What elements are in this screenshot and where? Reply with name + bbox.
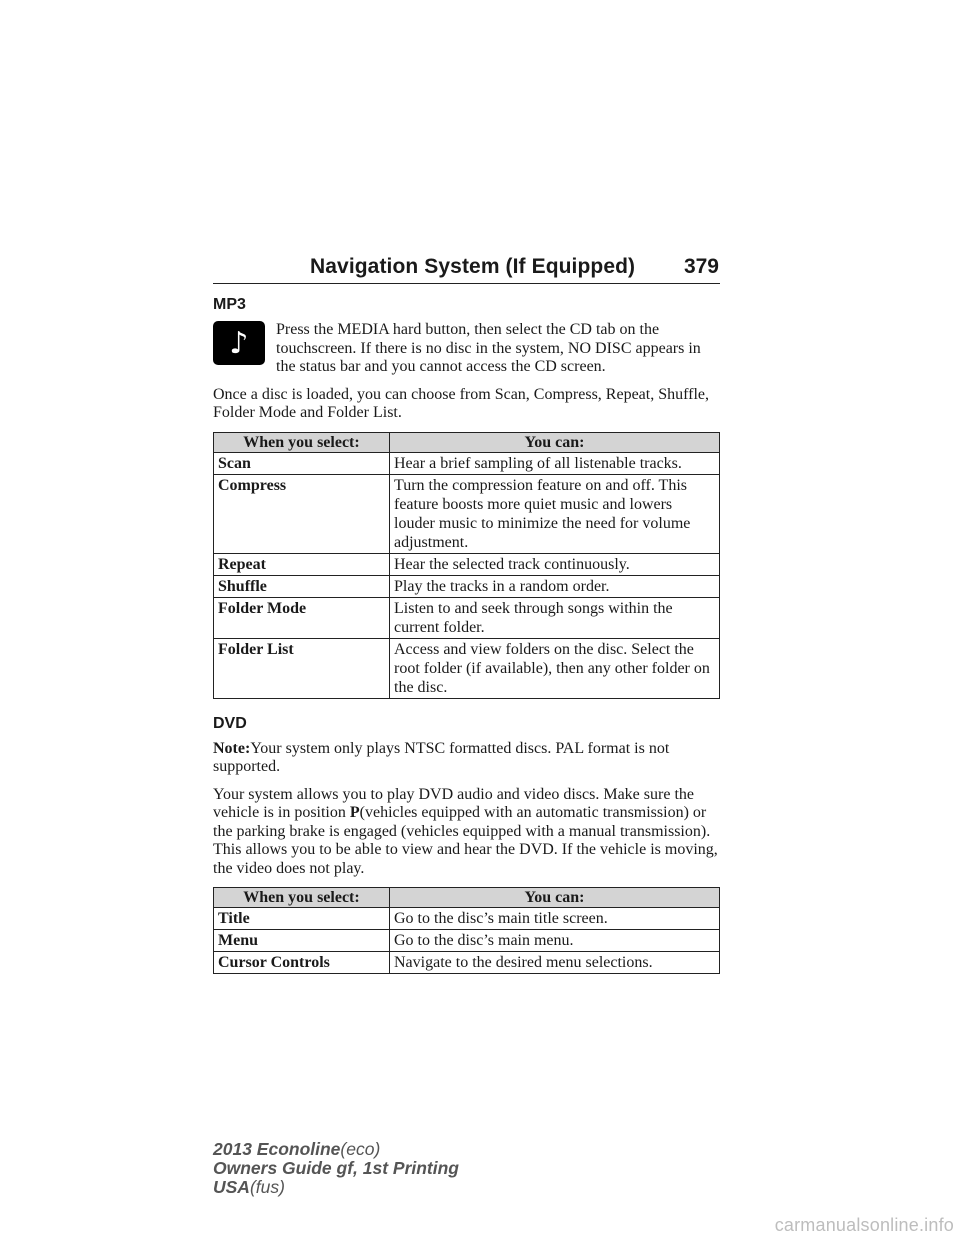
table-row: [214, 638, 720, 698]
mp3-intro-row: [213, 321, 720, 377]
option-name: Menu: [214, 930, 390, 952]
option-name: Shuffle: [214, 575, 390, 597]
option-description: Go to the disc’s main title screen.: [390, 908, 720, 930]
mp3-options-table: [213, 432, 720, 699]
option-name: Folder List: [214, 638, 390, 698]
column-header-select: When you select:: [214, 432, 390, 452]
option-description: Hear the selected track continuously.: [390, 553, 720, 575]
option-description: Listen to and seek through songs within the current folder.: [390, 597, 720, 638]
table-row: [214, 930, 720, 952]
dvd-paragraph: [213, 786, 720, 879]
option-description: Access and view folders on the disc. Select the root folder (if available), then any other folder on the disc.: [390, 638, 720, 698]
footer-model: 2013 Econoline: [213, 1139, 341, 1159]
option-description: Hear a brief sampling of all listenable tracks.: [390, 452, 720, 474]
option-description: Play the tracks in a random order.: [390, 575, 720, 597]
option-name: Scan: [214, 452, 390, 474]
dvd-paragraph-start: Your system allows you to play DVD audio and video discs. Make sure the vehicle is in position: [213, 785, 694, 821]
option-name: Cursor Controls: [214, 952, 390, 974]
table-row: [214, 597, 720, 638]
dvd-options-table: [213, 887, 720, 974]
table-header-row: [214, 432, 720, 452]
table-row: [214, 452, 720, 474]
park-position: P: [349, 804, 360, 821]
column-header-can: You can:: [390, 432, 720, 452]
page-number: 379: [683, 255, 719, 278]
footer-market-code: (fus): [249, 1177, 285, 1197]
option-name: Folder Mode: [214, 597, 390, 638]
option-name: Repeat: [214, 553, 390, 575]
footer-line-3: [213, 1178, 459, 1197]
note-label: Note:: [213, 739, 251, 757]
option-description: Go to the disc’s main menu.: [390, 930, 720, 952]
footer-market: USA: [213, 1177, 250, 1197]
section-title: Navigation System (If Equipped): [310, 255, 636, 278]
table-row: [214, 474, 720, 553]
mp3-intro-text: Press the MEDIA hard button, then select the CD tab on the touchscreen. If there is no disc in the system, NO DISC appears in the status bar and you cannot access the CD screen.: [276, 321, 701, 375]
table-row: [214, 553, 720, 575]
table-row: [214, 575, 720, 597]
column-header-select: When you select:: [214, 888, 390, 908]
table-row: [214, 908, 720, 930]
watermark: carmanualsonline.info: [774, 1215, 954, 1235]
option-name: Title: [214, 908, 390, 930]
footer-line-2: [213, 1159, 459, 1178]
option-description: Turn the compression feature on and off. This feature boosts more quiet music and lowers louder music to minimize the need for volume adjustment.: [390, 474, 720, 553]
page-content: [213, 296, 720, 990]
page-footer: [213, 1140, 459, 1197]
music-note-icon: ♪: [213, 321, 265, 365]
footer-guide: Owners Guide gf, 1st Printing: [213, 1158, 459, 1178]
footer-line-1: [213, 1140, 459, 1159]
mp3-heading: MP3: [213, 296, 246, 313]
footer-model-code: (eco): [340, 1139, 381, 1159]
option-description: Navigate to the desired menu selections.: [390, 952, 720, 974]
dvd-paragraph-end: (vehicles equipped with an automatic transmission) or the parking brake is engaged (vehicles equipped with a manual transmission). This allows you to be able to view and hear the DVD. If the vehicle is moving, the video does not play.: [213, 804, 718, 877]
column-header-can: You can:: [390, 888, 720, 908]
page-header: [213, 255, 720, 284]
note-text: Your system only plays NTSC formatted discs. PAL format is not supported.: [213, 739, 670, 775]
table-header-row: [214, 888, 720, 908]
table-row: [214, 952, 720, 974]
dvd-heading: DVD: [213, 714, 247, 732]
mp3-options-paragraph: Once a disc is loaded, you can choose from Scan, Compress, Repeat, Shuffle, Folder Mode and Folder List.: [213, 385, 710, 421]
dvd-note: [213, 740, 720, 777]
option-name: Compress: [214, 474, 390, 553]
